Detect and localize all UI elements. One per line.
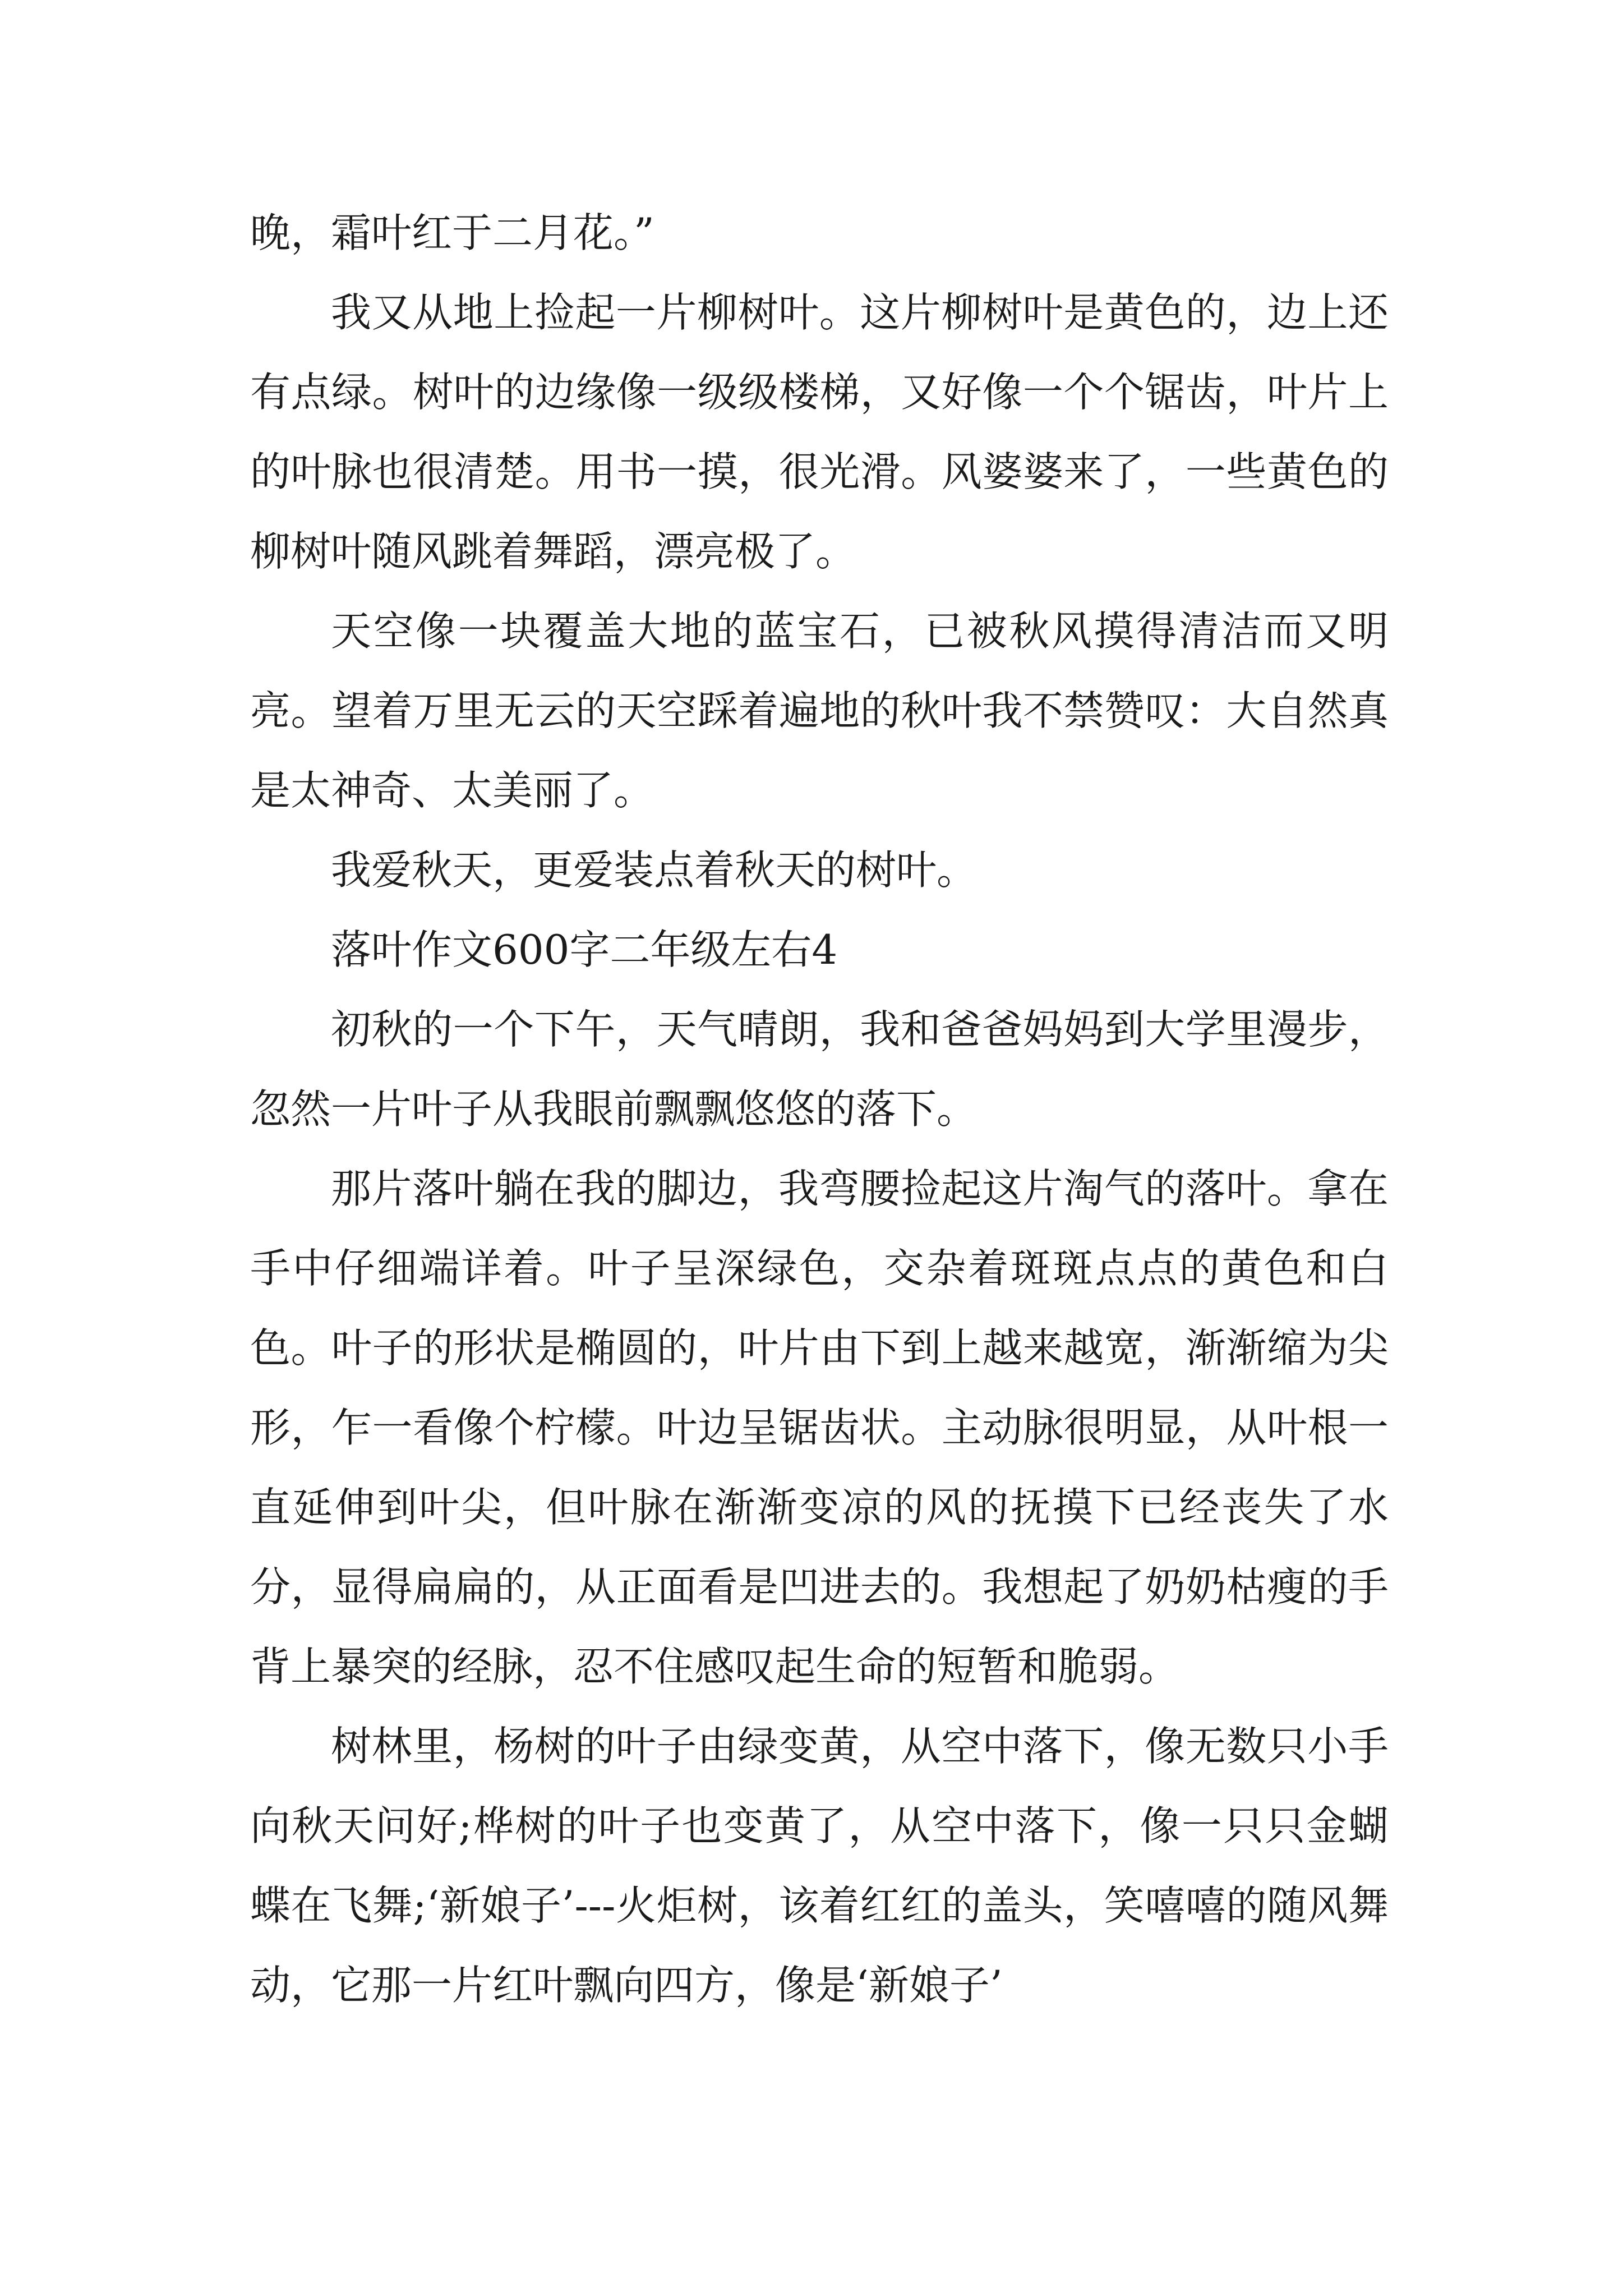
document-body [250, 193, 1389, 2025]
paragraph-1: 晚，霜叶红于二月花。” [250, 209, 654, 256]
paragraph-4: 我爱秋天，更爱装点着秋天的树叶。 [331, 846, 978, 894]
paragraph-5: 初秋的一个下午，天气晴朗，我和爸爸妈妈到大学里漫步，忽然一片叶子从我眼前飘飘悠悠的落下。 [250, 1006, 1389, 1133]
paragraph-3: 天空像一块覆盖大地的蓝宝石，已被秋风摸得清洁而又明亮。望着万里无云的天空踩着遍地的秋叶我不禁赞叹：大自然真是太神奇、太美丽了。 [250, 608, 1389, 814]
paragraph-2: 我又从地上捡起一片柳树叶。这片柳树叶是黄色的，边上还有点绿。树叶的边缘像一级级楼梯，又好像一个个锯齿，叶片上的叶脉也很清楚。用书一摸，很光滑。风婆婆来了，一些黄色的柳树叶随风跳着舞蹈，漂亮极了。 [250, 289, 1389, 575]
paragraph-6: 那片落叶躺在我的脚边，我弯腰捡起这片淘气的落叶。拿在手中仔细端详着。叶子呈深绿色，交杂着斑斑点点的黄色和白色。叶子的形状是椭圆的，叶片由下到上越来越宽，渐渐缩为尖形，乍一看像个柠檬。叶边呈锯齿状。主动脉很明显，从叶根一直延伸到叶尖，但叶脉在渐渐变凉的风的抚摸下已经丧失了水分，显得扁扁的，从正面看是凹进去的。我想起了奶奶枯瘦的手背上暴突的经脉，忍不住感叹起生命的短暂和脆弱。 [250, 1165, 1389, 1690]
section-heading: 落叶作文600字二年级左右4 [331, 926, 838, 973]
paragraph-7: 树林里，杨树的叶子由绿变黄，从空中落下，像无数只小手向秋天问好;桦树的叶子也变黄了，从空中落下，像一只只金蝴蝶在飞舞;‘新娘子’---火炬树，该着红红的盖头，笑嘻嘻的随风舞动，它那一片红叶飘向四方，像是‘新娘子’ [250, 1723, 1389, 2009]
